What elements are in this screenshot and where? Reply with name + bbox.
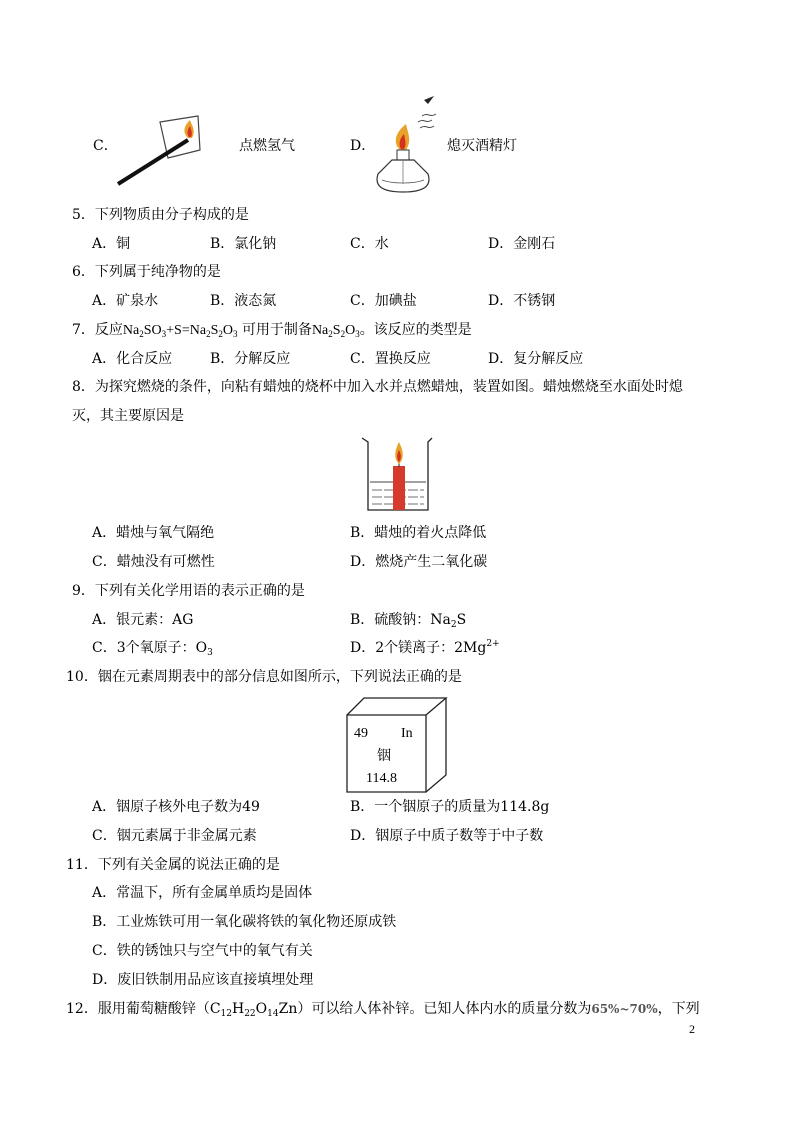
q8-option-c: C．蜡烛没有可燃性 (92, 554, 215, 570)
q5-option-a: A．铜 (92, 236, 131, 252)
alcohol-lamp-figure (368, 94, 440, 196)
q9-option-a: A．银元素：AG (92, 612, 194, 628)
q6-option-d: D．不锈钢 (488, 293, 556, 309)
q5-stem: 5．下列物质由分子构成的是 (72, 207, 249, 223)
ignition-stick (118, 140, 188, 184)
q9-option-d: D．2个镁离子：$2Mg^{2+}$ (350, 639, 500, 656)
q6-option-b: B．液态氮 (210, 293, 277, 309)
q10-option-c: C．铟元素属于非金属元素 (92, 828, 257, 844)
q5-option-c: C．水 (350, 236, 389, 252)
q8-option-d: D．燃烧产生二氧化碳 (350, 554, 488, 570)
q4-option-c-letter: C． (93, 138, 118, 154)
q5-option-b: B．氯化钠 (210, 236, 277, 252)
element-symbol: In (401, 726, 413, 741)
element-name: 铟 (377, 748, 391, 764)
element-cell-figure (346, 697, 450, 793)
q8-stem-line1: 8．为探究燃烧的条件，向粘有蜡烛的烧杯中加入水并点燃蜡烛，装置如图。蜡烛燃烧至水面处时熄 (72, 379, 683, 395)
q11-stem: 11．下列有关金属的说法正确的是 (66, 857, 280, 873)
arrow-icon (424, 96, 434, 104)
q7-option-c: C．置换反应 (350, 351, 431, 367)
q4-option-d-text: 熄灭酒精灯 (447, 138, 517, 154)
wick-holder (397, 150, 409, 160)
q10-option-b: B．一个铟原子的质量为114.8g (350, 799, 550, 815)
q10-option-a: A．铟原子核外电子数为49 (92, 799, 260, 815)
q9-option-b: B．硫酸钠：$Na_2S$ (350, 612, 467, 630)
element-atomic-mass: 114.8 (366, 771, 397, 786)
q12-water-range: 65%~70% (591, 1002, 658, 1016)
q5-option-d: D．金刚石 (488, 236, 556, 252)
q8-option-a: A．蜡烛与氧气隔绝 (92, 525, 215, 541)
page-number: 2 (689, 1022, 695, 1036)
q7-option-d: D．复分解反应 (488, 351, 584, 367)
air-stream-icon (422, 114, 436, 116)
q7-equation: $Na_2SO_3+S=Na_2S_2O_3$ (122, 323, 238, 339)
q7-option-a: A．化合反应 (92, 351, 173, 367)
q8-option-b: B．蜡烛的着火点降低 (350, 525, 487, 541)
element-atomic-number: 49 (354, 726, 368, 741)
candle (393, 466, 405, 510)
q8-stem-line2: 灭，其主要原因是 (72, 408, 184, 424)
q7-stem: 7．反应$Na_2SO_3+S=Na_2S_2O_3$ 可用于制备$Na_2S_2O_3$。该反应的类型是 (72, 322, 472, 339)
q7-product: $Na_2S_2O_3$ (311, 323, 360, 339)
q9-stem: 9．下列有关化学用语的表示正确的是 (72, 583, 305, 599)
q11-option-b: B．工业炼铁可用一氧化碳将铁的氧化物还原成铁 (92, 914, 397, 930)
q7-option-b: B．分解反应 (210, 351, 291, 367)
q4-option-c-text: 点燃氢气 (239, 138, 295, 154)
q4-option-d-letter: D． (350, 138, 376, 154)
q11-option-c: C．铁的锈蚀只与空气中的氧气有关 (92, 943, 313, 959)
q11-option-d: D．废旧铁制用品应该直接填埋处理 (92, 972, 314, 988)
q12-stem: 12．服用葡萄糖酸锌$(C_{12}H_{22}O_{14}Zn)$可以给人体补锌。已知人体内水的质量分数为65%~70%，下列 (66, 1001, 700, 1019)
q9-option-c: C．3个氧原子：$O_3$ (92, 640, 213, 658)
q6-option-a: A．矿泉水 (92, 293, 159, 309)
element-cube-outline (346, 697, 450, 793)
q10-stem: 10．铟在元素周期表中的部分信息如图所示，下列说法正确的是 (66, 669, 462, 685)
hydrogen-burning-figure (112, 110, 202, 190)
q6-stem: 6．下列属于纯净物的是 (72, 264, 221, 280)
candle-beaker-figure (360, 434, 436, 514)
q10-option-d: D．铟原子中质子数等于中子数 (350, 828, 544, 844)
q11-option-a: A．常温下，所有金属单质均是固体 (92, 885, 313, 901)
q6-option-c: C．加碘盐 (350, 293, 417, 309)
